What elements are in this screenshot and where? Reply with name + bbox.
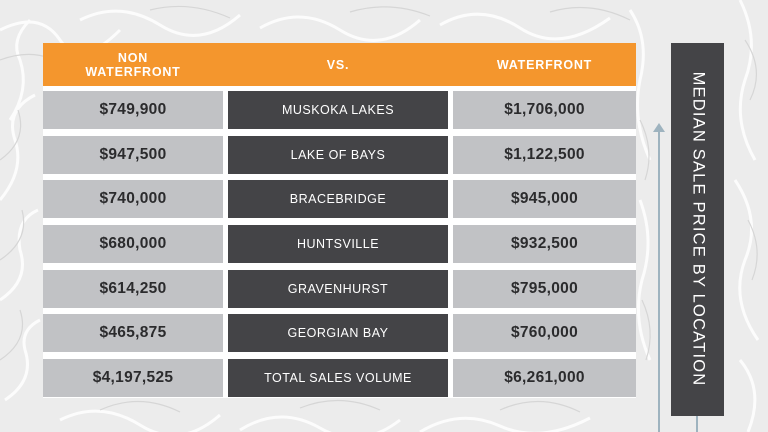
waterfront-price: $795,000 <box>453 270 636 308</box>
waterfront-price: $932,500 <box>453 225 636 263</box>
non-waterfront-price: $947,500 <box>43 136 223 174</box>
up-arrow-icon <box>653 123 665 132</box>
waterfront-price: $1,122,500 <box>453 136 636 174</box>
waterfront-total: $6,261,000 <box>453 359 636 397</box>
non-waterfront-price: $614,250 <box>43 270 223 308</box>
header-non-waterfront-line2: WATERFRONT <box>85 64 181 79</box>
location-label: HUNTSVILLE <box>228 225 448 263</box>
side-title: MEDIAN SALE PRICE BY LOCATION <box>689 71 707 387</box>
location-label: GEORGIAN BAY <box>228 314 448 352</box>
location-label: MUSKOKA LAKES <box>228 91 448 129</box>
location-label: GRAVENHURST <box>228 270 448 308</box>
header-non-waterfront-line1: NON <box>117 50 149 65</box>
non-waterfront-price: $749,900 <box>43 91 223 129</box>
non-waterfront-total: $4,197,525 <box>43 359 223 397</box>
header-waterfront: WATERFRONT <box>496 57 593 72</box>
header-vs: VS. <box>326 57 350 72</box>
header-non-waterfront <box>43 43 223 86</box>
location-label: LAKE OF BAYS <box>228 136 448 174</box>
side-title-stem <box>696 416 698 432</box>
waterfront-price: $760,000 <box>453 314 636 352</box>
location-label: BRACEBRIDGE <box>228 180 448 218</box>
non-waterfront-price: $465,875 <box>43 314 223 352</box>
up-arrow-line <box>658 130 660 432</box>
waterfront-price: $945,000 <box>453 180 636 218</box>
non-waterfront-price: $680,000 <box>43 225 223 263</box>
waterfront-price: $1,706,000 <box>453 91 636 129</box>
total-sales-volume-label: TOTAL SALES VOLUME <box>228 359 448 397</box>
non-waterfront-price: $740,000 <box>43 180 223 218</box>
